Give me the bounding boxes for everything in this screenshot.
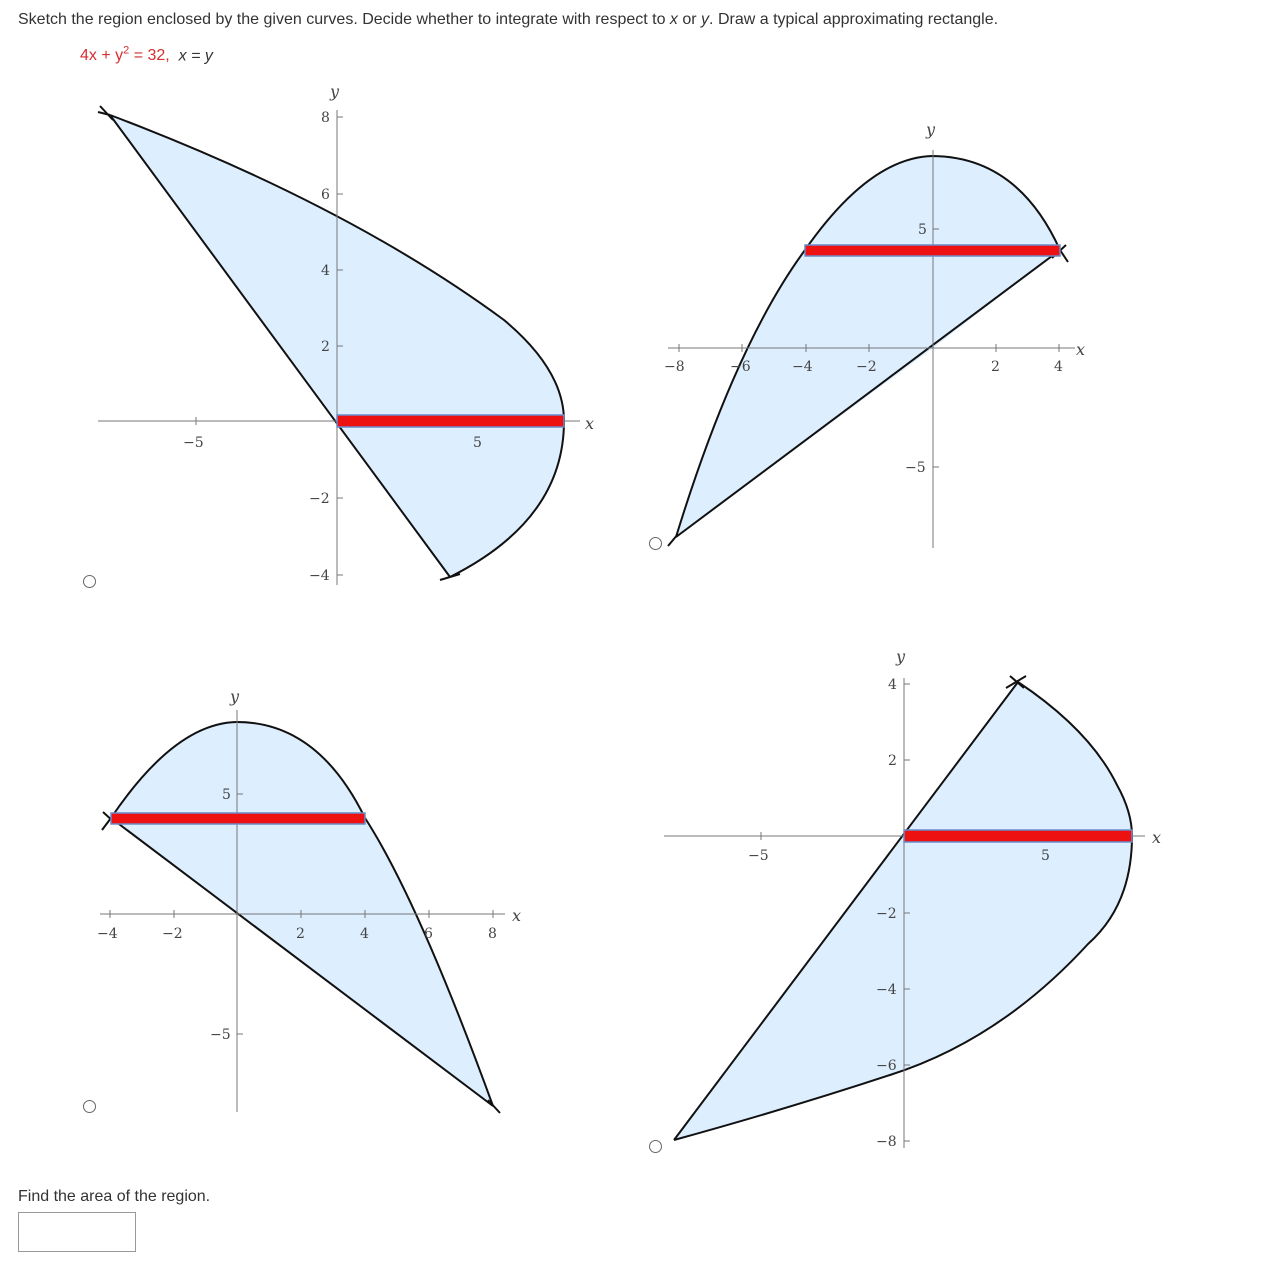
area-question-label: Find the area of the region.: [18, 1188, 211, 1205]
x-tick-label: 6: [424, 926, 433, 942]
given-equations: [80, 45, 213, 65]
x-tick-label: 2: [296, 926, 305, 942]
x-tick-label: −4: [97, 926, 118, 942]
x-tick-label: 5: [473, 435, 482, 451]
y-axis-label: y: [230, 687, 240, 706]
y-tick-label: −4: [876, 982, 897, 998]
option-graph-1: [90, 75, 620, 595]
option-graph-2: [645, 110, 1105, 560]
y-tick-label: 8: [321, 110, 330, 126]
x-tick-label: −2: [856, 359, 877, 375]
option-1-radio[interactable]: [83, 575, 96, 588]
equation-line: x = y: [178, 47, 213, 65]
y-tick-label: 4: [888, 677, 897, 693]
y-tick-label: 2: [888, 753, 897, 769]
equation-parabola: $4x + y^2 = 32$,: [80, 45, 170, 65]
x-tick-label: −2: [162, 926, 183, 942]
x-tick-label: 4: [360, 926, 369, 942]
x-tick-label: −8: [664, 359, 685, 375]
x-tick-label: 5: [1041, 848, 1050, 864]
y-tick-label: 5: [222, 787, 231, 803]
x-tick-label: 2: [991, 359, 1000, 375]
approximating-rectangle: [904, 830, 1132, 842]
y-tick-label: −2: [876, 906, 897, 922]
option-4-radio[interactable]: [649, 1140, 662, 1153]
y-tick-label: −5: [905, 460, 926, 476]
approximating-rectangle: [805, 245, 1060, 256]
approximating-rectangle: [111, 813, 365, 824]
x-axis-label: x: [512, 906, 522, 925]
y-tick-label: −4: [309, 568, 330, 584]
x-tick-label: −5: [748, 848, 769, 864]
x-axis-label: x: [1152, 828, 1162, 847]
y-tick-label: −5: [210, 1027, 231, 1043]
x-tick-label: −5: [183, 435, 204, 451]
y-tick-label: 6: [321, 187, 330, 203]
option-2-radio[interactable]: [649, 537, 662, 550]
x-axis-label: x: [585, 414, 595, 433]
y-tick-label: −8: [876, 1134, 897, 1150]
approximating-rectangle: [337, 415, 564, 427]
y-tick-label: −6: [876, 1058, 897, 1074]
x-axis-label: x: [1076, 340, 1086, 359]
y-axis-label: y: [896, 647, 906, 666]
x-tick-label: −6: [730, 359, 751, 375]
option-graph-4: [645, 640, 1175, 1160]
option-graph-3: [90, 680, 540, 1120]
x-tick-label: 4: [1054, 359, 1063, 375]
y-axis-label: y: [330, 82, 340, 101]
x-tick-label: 8: [488, 926, 497, 942]
y-tick-label: 2: [321, 339, 330, 355]
x-tick-label: −4: [792, 359, 813, 375]
y-tick-label: −2: [309, 491, 330, 507]
question-prompt: Sketch the region enclosed by the given curves. Decide whether to integrate with respect to x or y. Draw a typical approximating rectangle.: [18, 11, 999, 28]
area-answer-input[interactable]: [18, 1212, 136, 1252]
y-axis-label: y: [926, 120, 936, 139]
y-tick-label: 5: [918, 222, 927, 238]
option-3-radio[interactable]: [83, 1100, 96, 1113]
y-tick-label: 4: [321, 263, 330, 279]
